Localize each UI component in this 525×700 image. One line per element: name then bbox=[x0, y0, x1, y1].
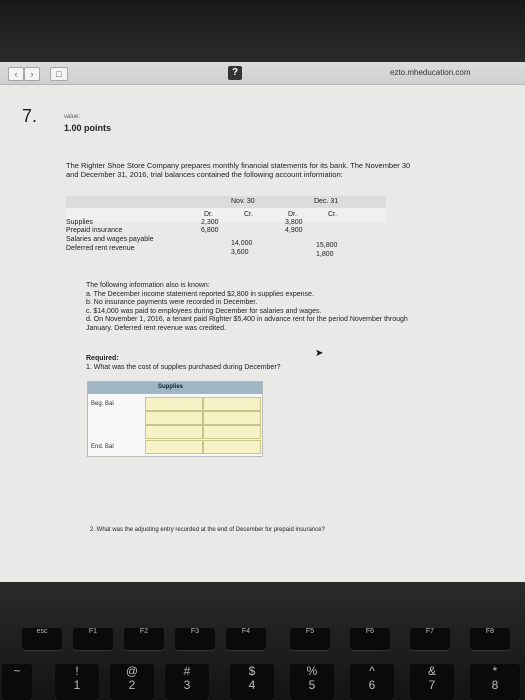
key-symbol: % bbox=[306, 664, 318, 678]
known-item-a: a. The December income statement reported $2,800 in supplies expense. bbox=[86, 290, 314, 298]
key-number: 3 bbox=[183, 678, 191, 692]
key-f1[interactable]: F1 bbox=[73, 628, 113, 650]
known-title: The following information also is known: bbox=[86, 282, 210, 289]
key-4[interactable] bbox=[230, 664, 274, 700]
key-symbol: # bbox=[183, 664, 191, 678]
table-subheader-row bbox=[66, 208, 386, 222]
key-f5[interactable]: F5 bbox=[290, 628, 330, 650]
nov-dr-value: 6,800 bbox=[201, 227, 219, 234]
key-number: 8 bbox=[491, 678, 499, 692]
forward-button[interactable] bbox=[24, 67, 40, 81]
required-label: Required: bbox=[86, 355, 119, 362]
nov-dr-value: 2,300 bbox=[201, 219, 219, 226]
beg-bal-credit-input[interactable] bbox=[203, 397, 261, 411]
browser-screen bbox=[0, 62, 525, 582]
key-f8[interactable]: F8 bbox=[470, 628, 510, 650]
known-information bbox=[86, 282, 486, 333]
credit-input[interactable] bbox=[203, 411, 261, 425]
key-7[interactable] bbox=[410, 664, 454, 700]
column-header-dec: Dec. 31 bbox=[314, 198, 339, 205]
column-header-nov: Nov. 30 bbox=[231, 198, 255, 205]
intro-line: The Righter Shoe Store Company prepares monthly financial statements for its bank. The November 30 bbox=[66, 161, 411, 170]
debit-input[interactable] bbox=[145, 411, 203, 425]
end-bal-label: End. Bal bbox=[91, 444, 114, 450]
known-item-d-cont: January. Deferred rent revenue was credited. bbox=[86, 324, 226, 332]
key-f4[interactable]: F4 bbox=[226, 628, 266, 650]
debit-input[interactable] bbox=[145, 425, 203, 439]
required-question-1: 1. What was the cost of supplies purchased during December? bbox=[86, 364, 281, 371]
beg-bal-debit-input[interactable] bbox=[145, 397, 203, 411]
key-symbol: @ bbox=[125, 664, 139, 678]
browser-toolbar bbox=[0, 62, 525, 85]
supplies-t-account bbox=[87, 381, 263, 457]
value-label: value: bbox=[64, 114, 81, 120]
dec-dr-value: 3,800 bbox=[285, 219, 303, 226]
t-account-title: Supplies bbox=[158, 384, 184, 390]
required-section bbox=[86, 354, 281, 372]
key-number: 7 bbox=[428, 678, 436, 692]
keyboard bbox=[0, 582, 525, 700]
key-esc[interactable]: esc bbox=[22, 628, 62, 650]
key-f3[interactable]: F3 bbox=[175, 628, 215, 650]
points-value: 1.00 points bbox=[64, 123, 112, 133]
key-number: 5 bbox=[308, 678, 316, 692]
monitor-bezel bbox=[0, 0, 525, 62]
known-item-d: d. On November 1, 2016, a tenant paid Righter $5,400 in advance rent for the period November through bbox=[86, 316, 408, 323]
intro-line: and December 31, 2016, trial balances contained the following account information: bbox=[66, 170, 343, 179]
key-2[interactable] bbox=[110, 664, 154, 700]
required-question-2: 2. What was the adjusting entry recorded at the end of December for prepaid insurance? bbox=[90, 527, 325, 533]
key-tilde[interactable] bbox=[2, 664, 32, 700]
account-name: Prepaid insurance bbox=[66, 227, 123, 234]
key-1[interactable] bbox=[55, 664, 99, 700]
mouse-cursor-icon: ➤ bbox=[315, 348, 324, 359]
question-number: 7. bbox=[22, 106, 38, 126]
question-intro bbox=[66, 161, 466, 179]
dec-cr-value: 15,800 bbox=[316, 242, 338, 249]
dec-cr-value: 1,800 bbox=[316, 251, 334, 258]
dec-dr-value: 4,900 bbox=[285, 227, 303, 234]
key-f7[interactable]: F7 bbox=[410, 628, 450, 650]
key-8[interactable] bbox=[470, 664, 520, 700]
key-f2[interactable]: F2 bbox=[124, 628, 164, 650]
key-5[interactable] bbox=[290, 664, 334, 700]
account-name: Salaries and wages payable bbox=[66, 236, 154, 243]
dec-dr-header: Dr. bbox=[288, 211, 297, 218]
chevron-left-icon: ‹ bbox=[14, 69, 18, 79]
nov-cr-header: Cr. bbox=[244, 211, 253, 218]
help-button[interactable]: ? bbox=[228, 66, 242, 80]
end-bal-credit-input[interactable] bbox=[203, 440, 261, 454]
back-button[interactable] bbox=[8, 67, 24, 81]
credit-input[interactable] bbox=[203, 425, 261, 439]
nov-cr-value: 14,000 bbox=[231, 240, 253, 247]
chevron-right-icon: › bbox=[30, 69, 34, 79]
nov-dr-header: Dr. bbox=[204, 211, 213, 218]
key-symbol: $ bbox=[248, 664, 256, 678]
key-symbol: * bbox=[492, 664, 498, 678]
key-3[interactable] bbox=[165, 664, 209, 700]
key-number: 6 bbox=[368, 678, 376, 692]
key-6[interactable] bbox=[350, 664, 394, 700]
key-number: 1 bbox=[73, 678, 81, 692]
key-symbol: & bbox=[427, 664, 436, 678]
sidebar-toggle-button[interactable] bbox=[50, 67, 68, 81]
nov-cr-value: 3,600 bbox=[231, 249, 249, 256]
key-symbol: ^ bbox=[369, 664, 375, 678]
dec-cr-header: Cr. bbox=[328, 211, 337, 218]
key-symbol: ~ bbox=[13, 664, 21, 678]
account-name: Deferred rent revenue bbox=[66, 245, 135, 252]
address-bar[interactable]: ezto.mheducation.com bbox=[390, 68, 471, 77]
sidebar-icon: □ bbox=[56, 69, 62, 79]
key-f6[interactable]: F6 bbox=[350, 628, 390, 650]
beg-bal-label: Beg. Bal bbox=[91, 401, 114, 407]
account-name: Supplies bbox=[66, 219, 93, 226]
key-number: 2 bbox=[128, 678, 136, 692]
key-number: 4 bbox=[248, 678, 256, 692]
known-item-c: c. $14,000 was paid to employees during December for salaries and wages. bbox=[86, 307, 322, 315]
trial-balance-table bbox=[66, 196, 386, 270]
known-item-b: b. No insurance payments were recorded in December. bbox=[86, 299, 258, 306]
end-bal-debit-input[interactable] bbox=[145, 440, 203, 454]
key-symbol: ! bbox=[75, 664, 79, 678]
